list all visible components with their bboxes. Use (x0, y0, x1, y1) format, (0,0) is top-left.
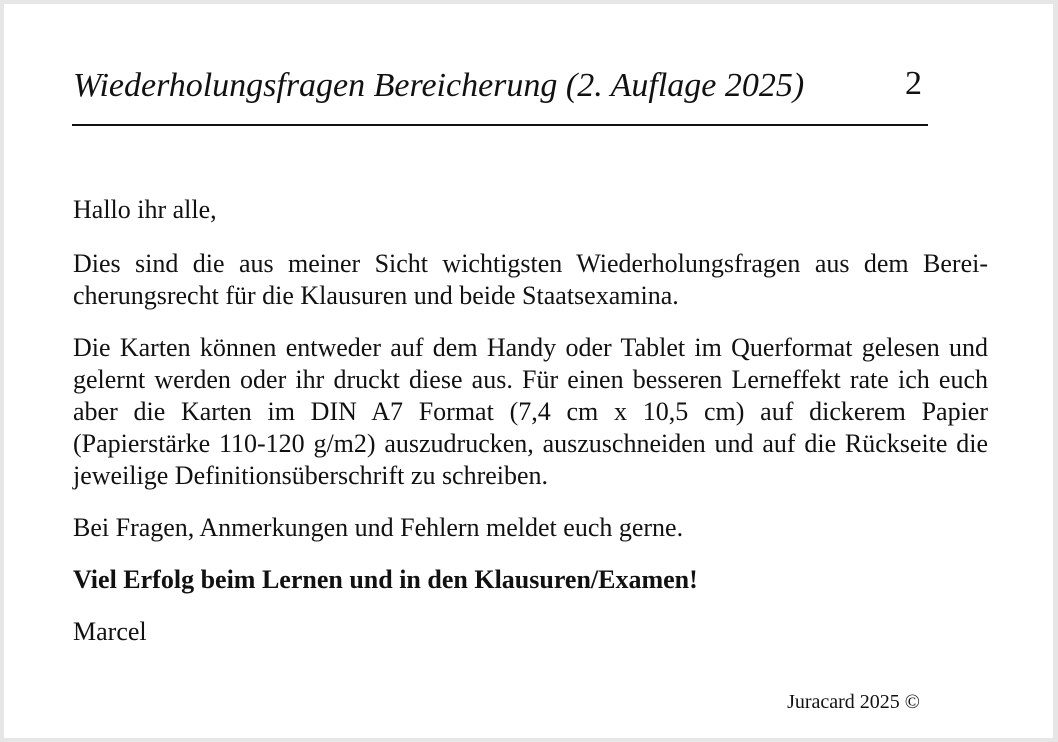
document-title: Wiederholungsfragen Bereicherung (2. Auflage 2025) (73, 67, 805, 104)
page-number: 2 (905, 65, 922, 102)
greeting: Hallo ihr alle, (73, 195, 217, 224)
contact-paragraph: Bei Fragen, Anmerkungen und Fehlern meldet euch gerne. (73, 513, 684, 542)
closing-wish: Viel Erfolg beim Lernen und in den Klausuren/Examen! (73, 565, 698, 594)
copyright-footer: Juracard 2025 © (787, 691, 920, 713)
usage-paragraph: Die Karten können entweder auf dem Handy oder Tablet im Querformat gelesen und gelernt werden oder ihr druckt diese aus. Für einen besseren Lerneffekt rate ich euch aber die Karten im DIN A7 Format (7,4 cm x 10,5 cm) auf dickerem Papier (Papierstärke 110-120 g/m2) auszudrucken, auszuschneiden und auf die Rückseite die jeweilige Definitionsüberschrift zu schreiben. (73, 333, 988, 490)
signature: Marcel (73, 617, 147, 646)
document-page (4, 4, 1053, 738)
document-body (73, 194, 988, 668)
intro-paragraph: Dies sind die aus meiner Sicht wichtigsten Wiederholungsfragen aus dem Berei-cherungsrecht für die Klausuren und beide Staatsexamina. (73, 249, 988, 310)
page-header (72, 64, 928, 126)
